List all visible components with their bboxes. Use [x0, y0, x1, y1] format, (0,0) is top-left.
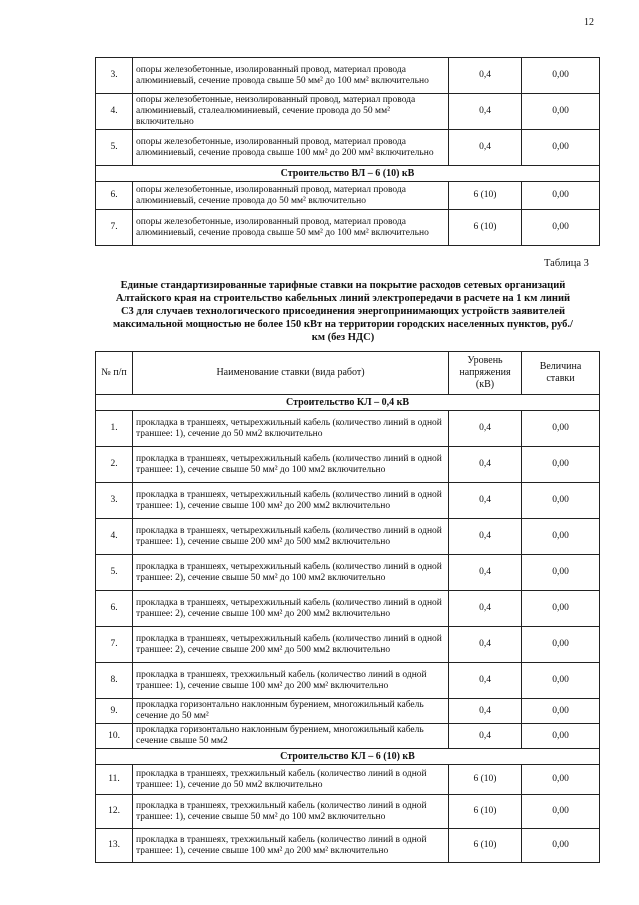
- row-rate: 0,00: [522, 182, 600, 210]
- row-description: прокладка в траншеях, четырехжильный кабель (количество линий в одной траншее: 2), сечение свыше 50 мм² до 100 мм2 включительно: [133, 555, 449, 591]
- row-number: 5.: [96, 555, 133, 591]
- row-description: прокладка горизонтально наклонным бурением, многожильный кабель сечение свыше 50 мм2: [133, 724, 449, 749]
- row-voltage: 6 (10): [449, 182, 522, 210]
- row-rate: 0,00: [522, 627, 600, 663]
- row-number: 6.: [96, 591, 133, 627]
- row-voltage: 6 (10): [449, 795, 522, 829]
- row-description: прокладка в траншеях, четырехжильный кабель (количество линий в одной траншее: 1), сечение до 50 мм2 включительно: [133, 411, 449, 447]
- row-voltage: 0,4: [449, 591, 522, 627]
- table-row: [96, 210, 600, 246]
- row-rate: 0,00: [522, 447, 600, 483]
- row-rate: 0,00: [522, 724, 600, 749]
- header-description: Наименование ставки (вида работ): [133, 352, 449, 395]
- row-voltage: 0,4: [449, 519, 522, 555]
- table-row: [96, 94, 600, 130]
- row-number: 7.: [96, 627, 133, 663]
- row-voltage: 6 (10): [449, 210, 522, 246]
- row-description: прокладка в траншеях, трехжильный кабель (количество линий в одной траншее: 1), сечение свыше 100 мм² до 200 мм² включительно: [133, 829, 449, 863]
- row-rate: 0,00: [522, 483, 600, 519]
- row-rate: 0,00: [522, 210, 600, 246]
- table-row: [96, 627, 600, 663]
- table-header-row: [96, 352, 600, 395]
- row-rate: 0,00: [522, 519, 600, 555]
- row-number: 7.: [96, 210, 133, 246]
- table-row: [96, 724, 600, 749]
- row-description: опоры железобетонные, неизолированный провод, материал провода алюминиевый, сталеалюминиевый, сечение провода до 50 мм² включительно: [133, 94, 449, 130]
- row-rate: 0,00: [522, 94, 600, 130]
- header-num: № п/п: [96, 352, 133, 395]
- row-rate: 0,00: [522, 795, 600, 829]
- row-rate: 0,00: [522, 58, 600, 94]
- header-voltage: Уровень напряжения (кВ): [449, 352, 522, 395]
- row-voltage: 0,4: [449, 411, 522, 447]
- row-description: опоры железобетонные, изолированный провод, материал провода алюминиевый, сечение провода свыше 50 мм² до 100 мм² включительно: [133, 210, 449, 246]
- row-number: 9.: [96, 699, 133, 724]
- row-voltage: 0,4: [449, 699, 522, 724]
- table-row: [96, 58, 600, 94]
- table-row: [96, 555, 600, 591]
- row-number: 13.: [96, 829, 133, 863]
- row-voltage: 0,4: [449, 724, 522, 749]
- cable-lines-tariff-table: [95, 351, 600, 863]
- row-description: прокладка в траншеях, трехжильный кабель (количество линий в одной траншее: 1), сечение свыше 100 мм² до 200 мм² включительно: [133, 663, 449, 699]
- table2-body: [96, 395, 600, 863]
- table-label: Таблица 3: [544, 258, 589, 269]
- row-description: прокладка горизонтально наклонным бурением, многожильный кабель сечение до 50 мм²: [133, 699, 449, 724]
- row-description: прокладка в траншеях, четырехжильный кабель (количество линий в одной траншее: 1), сечение свыше 100 мм² до 200 мм2 включительно: [133, 483, 449, 519]
- row-number: 11.: [96, 765, 133, 795]
- tariff-table-continued: [95, 57, 600, 246]
- row-voltage: 0,4: [449, 130, 522, 166]
- row-voltage: 0,4: [449, 58, 522, 94]
- section-row: [96, 749, 600, 765]
- row-voltage: 0,4: [449, 447, 522, 483]
- table-row: [96, 130, 600, 166]
- row-description: прокладка в траншеях, четырехжильный кабель (количество линий в одной траншее: 1), сечение свыше 200 мм² до 500 мм2 включительно: [133, 519, 449, 555]
- row-voltage: 0,4: [449, 627, 522, 663]
- row-rate: 0,00: [522, 765, 600, 795]
- row-description: прокладка в траншеях, трехжильный кабель (количество линий в одной траншее: 1), сечение свыше 50 мм² до 100 мм2 включительно: [133, 795, 449, 829]
- table-row: [96, 663, 600, 699]
- row-rate: 0,00: [522, 130, 600, 166]
- row-voltage: 0,4: [449, 483, 522, 519]
- section-row: [96, 166, 600, 182]
- table-row: [96, 829, 600, 863]
- row-voltage: 0,4: [449, 663, 522, 699]
- row-number: 3.: [96, 58, 133, 94]
- row-number: 6.: [96, 182, 133, 210]
- row-voltage: 6 (10): [449, 829, 522, 863]
- table-row: [96, 795, 600, 829]
- row-description: прокладка в траншеях, четырехжильный кабель (количество линий в одной траншее: 1), сечение свыше 50 мм² до 100 мм2 включительно: [133, 447, 449, 483]
- row-description: прокладка в траншеях, четырехжильный кабель (количество линий в одной траншее: 2), сечение свыше 100 мм² до 200 мм2 включительно: [133, 591, 449, 627]
- table-row: [96, 182, 600, 210]
- row-number: 4.: [96, 94, 133, 130]
- row-rate: 0,00: [522, 555, 600, 591]
- row-description: прокладка в траншеях, трехжильный кабель (количество линий в одной траншее: 1), сечение до 50 мм2 включительно: [133, 765, 449, 795]
- table-caption: Единые стандартизированные тарифные ставки на покрытие расходов сетевых организаций Алтайского края на строительство кабельных линий электропередачи в расчете на 1 км линий С3 для случаев технологического присоединения энергопринимающих устройств заявителей максимальной мощностью не более 150 кВт на территории городских населенных пунктов, руб./км (без НДС): [113, 280, 573, 343]
- row-rate: 0,00: [522, 411, 600, 447]
- section-title: Строительство КЛ – 6 (10) кВ: [96, 749, 600, 765]
- row-number: 10.: [96, 724, 133, 749]
- table-row: [96, 519, 600, 555]
- row-description: прокладка в траншеях, четырехжильный кабель (количество линий в одной траншее: 2), сечение свыше 200 мм² до 500 мм2 включительно: [133, 627, 449, 663]
- row-number: 2.: [96, 447, 133, 483]
- table-row: [96, 411, 600, 447]
- row-description: опоры железобетонные, изолированный провод, материал провода алюминиевый, сечение провода до 50 мм² включительно: [133, 182, 449, 210]
- row-number: 12.: [96, 795, 133, 829]
- row-voltage: 0,4: [449, 94, 522, 130]
- row-number: 1.: [96, 411, 133, 447]
- table-row: [96, 765, 600, 795]
- row-rate: 0,00: [522, 663, 600, 699]
- row-rate: 0,00: [522, 591, 600, 627]
- row-description: опоры железобетонные, изолированный провод, материал провода алюминиевый, сечение провода свыше 50 мм² до 100 мм² включительно: [133, 58, 449, 94]
- table1-body: [96, 58, 600, 246]
- row-voltage: 0,4: [449, 555, 522, 591]
- table-row: [96, 483, 600, 519]
- row-rate: 0,00: [522, 699, 600, 724]
- row-number: 5.: [96, 130, 133, 166]
- header-rate: Величина ставки: [522, 352, 600, 395]
- row-number: 8.: [96, 663, 133, 699]
- table-row: [96, 447, 600, 483]
- table-row: [96, 699, 600, 724]
- row-number: 4.: [96, 519, 133, 555]
- row-number: 3.: [96, 483, 133, 519]
- row-voltage: 6 (10): [449, 765, 522, 795]
- row-description: опоры железобетонные, изолированный провод, материал провода алюминиевый, сечение провода свыше 100 мм² до 200 мм² включительно: [133, 130, 449, 166]
- section-title: Строительство КЛ – 0,4 кВ: [96, 395, 600, 411]
- row-rate: 0,00: [522, 829, 600, 863]
- page-number: 12: [584, 17, 594, 28]
- section-title: Строительство ВЛ – 6 (10) кВ: [96, 166, 600, 182]
- section-row: [96, 395, 600, 411]
- table-row: [96, 591, 600, 627]
